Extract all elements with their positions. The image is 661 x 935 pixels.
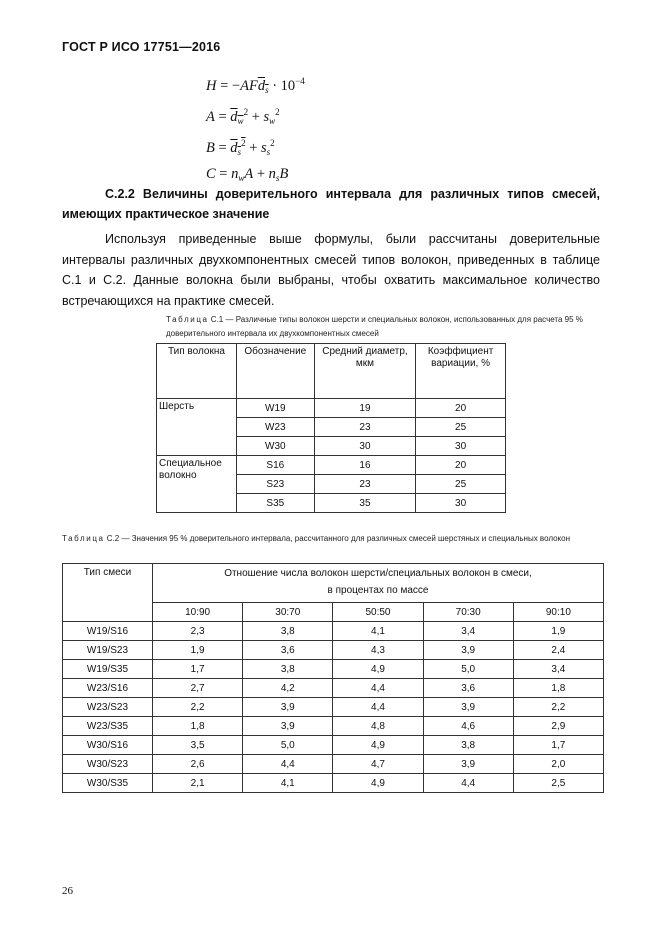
table-cell: 2,2 (513, 698, 603, 717)
ratio-header-cell: 10:90 (153, 603, 243, 622)
table-cell: 20 (416, 456, 506, 475)
table-cell: 4,1 (243, 774, 333, 793)
table-row (63, 755, 604, 774)
table-cell: 2,7 (153, 679, 243, 698)
table-cell: 30 (416, 494, 506, 513)
table-cell: 4,4 (243, 755, 333, 774)
fiber-type-cell: Специальное волокно (157, 456, 237, 513)
mix-type-cell: W30/S35 (63, 774, 153, 793)
table-cell: 3,6 (243, 641, 333, 660)
table-cell: 23 (314, 418, 415, 437)
table-cell: 3,8 (243, 660, 333, 679)
table-cell: W30 (236, 437, 314, 456)
table-cell: 19 (314, 399, 415, 418)
table1-caption: Таблица С.1 — Различные типы волокон шерсти и специальных волокон, использованных для расчета 95 % доверительного интервала их двухкомпонентных смесей (166, 315, 583, 338)
table-row (63, 622, 604, 641)
table-cell: 5,0 (423, 660, 513, 679)
ratio-group-header-line: в процентах по массе (327, 585, 429, 596)
table-cell: 2,9 (513, 717, 603, 736)
table-cell: 2,4 (513, 641, 603, 660)
table-cell: 23 (314, 475, 415, 494)
table-cell: S23 (236, 475, 314, 494)
fiber-types-table (156, 343, 506, 513)
mix-type-cell: W19/S35 (63, 660, 153, 679)
table2-caption: Таблица С.2 — Значения 95 % доверительного интервала, рассчитанного для различных смесей шерстяных и специальных волокон (62, 534, 571, 543)
ratio-header-cell: 30:70 (243, 603, 333, 622)
table-cell: 4,9 (333, 774, 423, 793)
table-cell: 2,1 (153, 774, 243, 793)
table-cell: 3,4 (513, 660, 603, 679)
table-cell: 3,8 (423, 736, 513, 755)
table-cell: 3,9 (423, 641, 513, 660)
formula-a: $A = d_w^2 + s_w^2$ (206, 107, 280, 126)
table-cell: 3,8 (243, 622, 333, 641)
table1-header-cell: Средний диаметр, мкм (314, 344, 415, 399)
ratio-header-cell: 50:50 (333, 603, 423, 622)
table-cell: W19 (236, 399, 314, 418)
formula-b: $B = d_s^2 + s_s^2$ (206, 138, 275, 157)
body-paragraph: Используя приведенные выше формулы, были рассчитаны доверительные интервалы различных двухкомпонентных смесей типов волокон, приведенных в таблице С.1 и С.2. Данные волокна были выбраны, чтобы охватить максимальное количество встречающихся на практике смесей. (62, 232, 600, 308)
table-row (157, 456, 506, 475)
table-cell: 3,9 (423, 755, 513, 774)
table-cell: 4,4 (333, 698, 423, 717)
table-cell: 4,8 (333, 717, 423, 736)
table-cell: 1,9 (513, 622, 603, 641)
ratio-group-header (153, 564, 604, 603)
document-header: ГОСТ Р ИСО 17751—2016 (62, 40, 221, 54)
table-row (63, 641, 604, 660)
table-cell: 4,3 (333, 641, 423, 660)
formula-c: $C = n_wA + n_sB$ (206, 166, 289, 183)
table-cell: 5,0 (243, 736, 333, 755)
table-cell: 30 (314, 437, 415, 456)
table-cell: 25 (416, 418, 506, 437)
mix-type-cell: W19/S16 (63, 622, 153, 641)
table-cell: 35 (314, 494, 415, 513)
table-row (63, 698, 604, 717)
table-row (63, 679, 604, 698)
table-cell: 3,5 (153, 736, 243, 755)
ratio-header-cell: 90:10 (513, 603, 603, 622)
table-cell: 20 (416, 399, 506, 418)
table-cell: 3,6 (423, 679, 513, 698)
table-cell: 2,6 (153, 755, 243, 774)
table-row (63, 774, 604, 793)
table-cell: 1,9 (153, 641, 243, 660)
ratio-header-cell: 70:30 (423, 603, 513, 622)
table-cell: 1,8 (513, 679, 603, 698)
table-cell: 30 (416, 437, 506, 456)
table-cell: 3,9 (243, 698, 333, 717)
confidence-interval-table (62, 563, 604, 793)
mix-type-cell: W23/S23 (63, 698, 153, 717)
ratio-group-header-line: Отношение числа волокон шерсти/специальных волокон в смеси, (224, 568, 532, 579)
table-cell: 2,5 (513, 774, 603, 793)
mix-type-cell: W23/S16 (63, 679, 153, 698)
table-row (63, 736, 604, 755)
table-row (63, 660, 604, 679)
formula-block (206, 66, 305, 190)
table-cell: S16 (236, 456, 314, 475)
table-cell: W23 (236, 418, 314, 437)
mix-type-cell: W19/S23 (63, 641, 153, 660)
table-cell: 1,7 (513, 736, 603, 755)
table-cell: 4,7 (333, 755, 423, 774)
table-cell: 3,9 (423, 698, 513, 717)
table-cell: S35 (236, 494, 314, 513)
table1-header-cell: Тип волокна (157, 344, 237, 399)
section-heading: С.2.2 Величины доверительного интервала для различных типов смесей, имеющих практическое значение (62, 187, 600, 221)
mix-type-cell: W30/S23 (63, 755, 153, 774)
table-cell: 2,0 (513, 755, 603, 774)
table-cell: 3,4 (423, 622, 513, 641)
table-cell: 2,2 (153, 698, 243, 717)
table1-header-cell: Коэффициент вариации, % (416, 344, 506, 399)
table-cell: 4,9 (333, 660, 423, 679)
table-cell: 4,4 (423, 774, 513, 793)
table-cell: 4,9 (333, 736, 423, 755)
formula-h: $H = -AFd_s \cdot 10^{-4}$ (206, 76, 305, 95)
table-cell: 25 (416, 475, 506, 494)
table-cell: 4,1 (333, 622, 423, 641)
table-cell: 16 (314, 456, 415, 475)
table-cell: 4,4 (333, 679, 423, 698)
table-cell: 4,6 (423, 717, 513, 736)
table-cell: 1,8 (153, 717, 243, 736)
fiber-type-cell: Шерсть (157, 399, 237, 456)
table-cell: 4,2 (243, 679, 333, 698)
table-cell: 1,7 (153, 660, 243, 679)
page-number: 26 (62, 885, 73, 897)
mix-type-cell: W30/S16 (63, 736, 153, 755)
table-row (63, 717, 604, 736)
table-row (157, 399, 506, 418)
table1-header-cell: Обозначение (236, 344, 314, 399)
mix-type-header: Тип смеси (63, 564, 153, 622)
table-cell: 3,9 (243, 717, 333, 736)
table-cell: 2,3 (153, 622, 243, 641)
mix-type-cell: W23/S35 (63, 717, 153, 736)
